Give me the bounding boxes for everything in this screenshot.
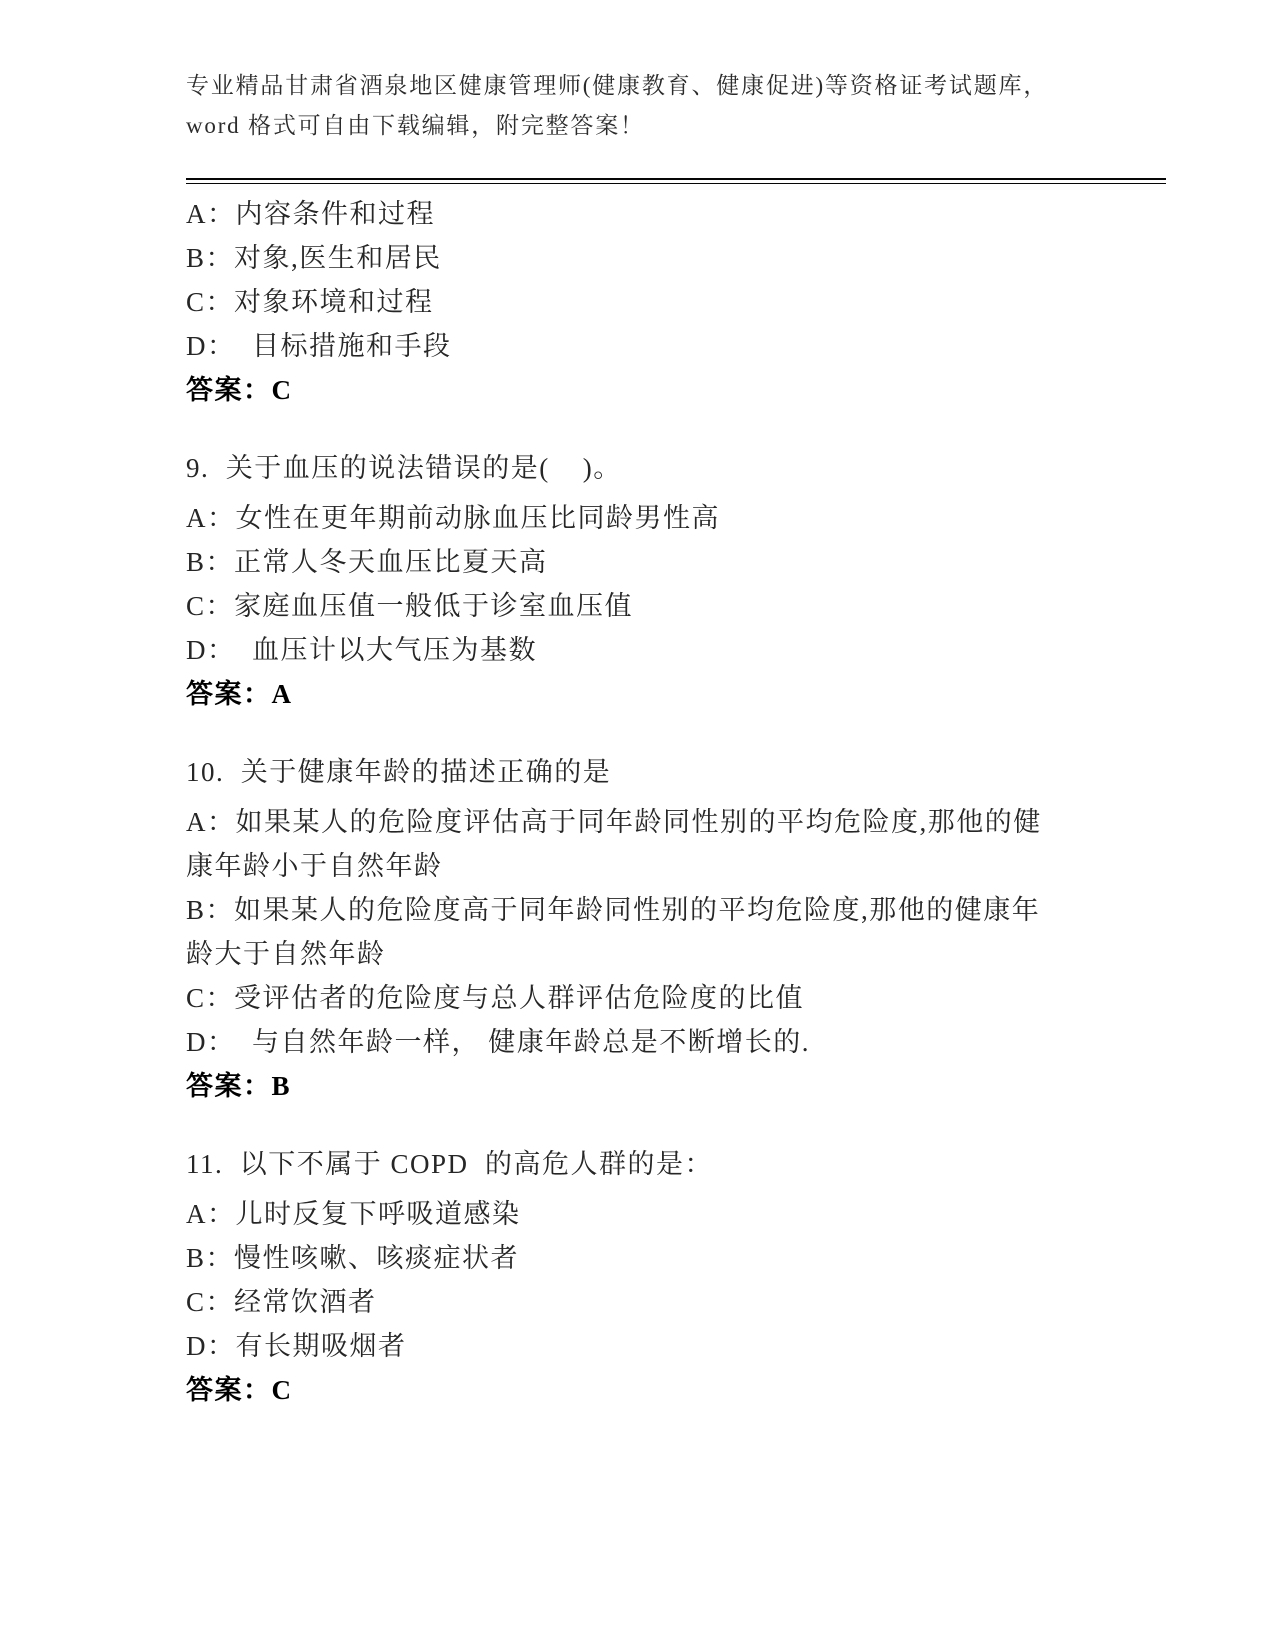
option-b: B：慢性咳嗽、咳痰症状者 [186,1243,520,1273]
option-a: A：内容条件和过程 [186,199,435,229]
page-header [186,66,1166,146]
option-d: D：有长期吸烟者 [186,1331,407,1361]
answer-line: 答案：A [186,679,293,709]
answer-line: 答案：B [186,1071,292,1101]
document-content [186,192,1166,1412]
question-block-9 [186,446,1166,716]
header-line-2: word 格式可自由下载编辑，附完整答案！ [186,113,645,138]
option-d: D： 与自然年龄一样， 健康年龄总是不断增长的. [186,1027,810,1057]
question-block-11 [186,1142,1166,1412]
option-d: D： 目标措施和手段 [186,331,452,361]
option-c: C：受评估者的危险度与总人群评估危险度的比值 [186,983,805,1013]
option-c: C：经常饮酒者 [186,1287,377,1317]
question-block-10 [186,750,1166,1108]
question-title: 11. 以下不属于 COPD 的高危人群的是： [186,1149,714,1179]
option-b: B：对象,医生和居民 [186,243,442,273]
option-a: A：儿时反复下呼吸道感染 [186,1199,521,1229]
option-c: C：对象环境和过程 [186,287,434,317]
question-block-continuation [186,192,1166,412]
answer-line: 答案：C [186,375,293,405]
option-d: D： 血压计以大气压为基数 [186,635,537,665]
question-title: 10. 关于健康年龄的描述正确的是 [186,757,612,787]
option-c: C：家庭血压值一般低于诊室血压值 [186,591,634,621]
option-a: A：如果某人的危险度评估高于同年龄同性别的平均危险度,那他的健康年龄小于自然年龄 [186,807,1042,881]
header-divider-rule [186,178,1166,184]
option-b: B：正常人冬天血压比夏天高 [186,547,548,577]
question-title: 9. 关于血压的说法错误的是( )。 [186,453,622,483]
header-line-1: 专业精品甘肃省酒泉地区健康管理师(健康教育、健康促进)等资格证考试题库， [186,73,1049,98]
option-b: B：如果某人的危险度高于同年龄同性别的平均危险度,那他的健康年龄大于自然年龄 [186,895,1041,969]
option-a: A：女性在更年期前动脉血压比同龄男性高 [186,503,720,533]
answer-line: 答案：C [186,1375,293,1405]
